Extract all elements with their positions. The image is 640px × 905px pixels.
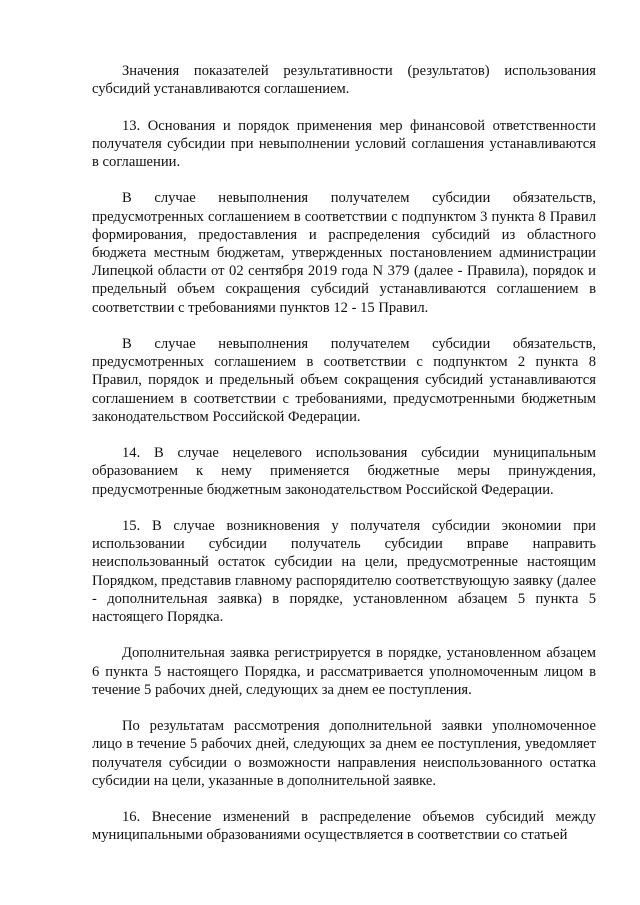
paragraph-15-savings: 15. В случае возникновения у получателя субсидии экономии при использовании субсидии получатель субсидии вправе направить неиспользованный остаток субсидии на цели, предусмотренные настоящим Порядком, представив главному распорядителю соответствующую заявку (далее - дополнительная заявка) в порядке, установленном абзацем 5 пункта 5 настоящего Порядка. [92,518,596,626]
paragraph-performance-indicators: Значения показателей результативности (результатов) использования субсидий устанавливаются соглашением. [92,63,596,98]
paragraph-14-misuse: 14. В случае нецелевого использования субсидии муниципальным образованием к нему применяется бюджетные меры принуждения, предусмотренные бюджетным законодательством Российской Федерации. [92,445,596,498]
paragraph-non-fulfillment-subclause-2: В случае невыполнения получателем субсидии обязательств, предусмотренных соглашением в соответствии с подпунктом 2 пункта 8 Правил, порядок и предельный объем сокращения субсидий устанавливаются соглашением в соответствии с требованиями, предусмотренными бюджетным законодательством Российской Федерации. [92,336,596,425]
paragraph-additional-application: Дополнительная заявка регистрируется в порядке, установленном абзацем 6 пункта 5 настоящего Порядка, и рассматривается уполномоченным лицом в течение 5 рабочих дней, следующих за днем ее поступления. [92,645,596,698]
document-page [92,62,596,845]
paragraph-review-results: По результатам рассмотрения дополнительной заявки уполномоченное лицо в течение 5 рабочих дней, следующих за днем ее поступления, уведомляет получателя субсидии о возможности направления неиспользованного остатка субсидии на цели, указанные в дополнительной заявке. [92,718,596,789]
paragraph-13-financial-responsibility: 13. Основания и порядок применения мер финансовой ответственности получателя субсидии при невыполнении условий соглашения устанавливаются в соглашении. [92,117,596,170]
paragraph-non-fulfillment-subclause-3: В случае невыполнения получателем субсидии обязательств, предусмотренных соглашением в соответствии с подпунктом 3 пункта 8 Правил формирования, предоставления и распределения субсидий из областного бюджета местным бюджетам, утвержденных постановлением администрации Липецкой области от 02 сентября 2019 года N 379 (далее - Правила), порядок и предельный объем сокращения субсидий устанавливаются соглашением в соответствии с требованиями пунктов 12 - 15 Правил. [92,190,596,316]
paragraph-16-redistribution: 16. Внесение изменений в распределение объемов субсидий между муниципальными образованиями осуществляется в соответствии со статьей [92,809,596,844]
